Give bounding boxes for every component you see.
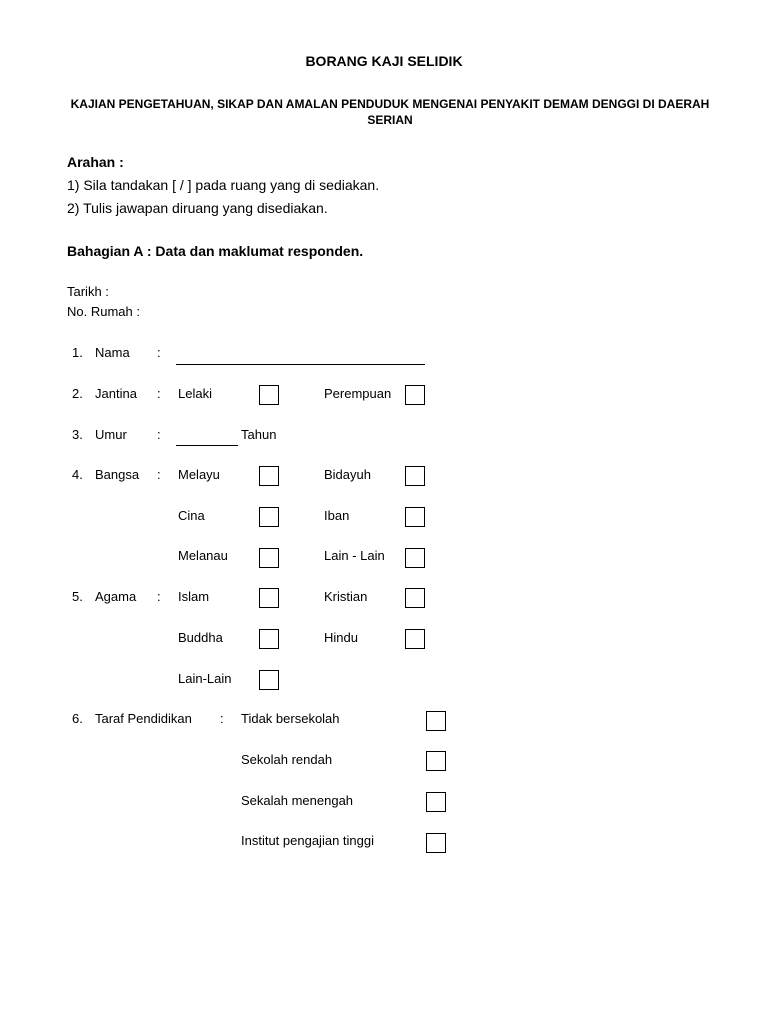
instructions-heading: Arahan :	[67, 154, 124, 170]
instruction-item-1: 1) Sila tandakan [ / ] pada ruang yang di sediakan.	[67, 177, 380, 193]
q6-colon: :	[220, 711, 224, 726]
race-option-bidayuh: Bidayuh	[324, 467, 371, 482]
q4-label: Bangsa	[95, 467, 140, 482]
checkbox-kristian[interactable]	[405, 588, 425, 608]
race-option-lain-lain: Lain - Lain	[324, 548, 385, 563]
q4-number: 4.	[72, 467, 83, 482]
education-option-sekolah-menengah: Sekalah menengah	[241, 793, 354, 808]
checkbox-bidayuh[interactable]	[405, 466, 425, 486]
form-subtitle: KAJIAN PENGETAHUAN, SIKAP DAN AMALAN PENDUDUK MENGENAI PENYAKIT DEMAM DENGGI DI DAERAH SERIAN	[70, 97, 710, 127]
q1-number: 1.	[72, 345, 83, 360]
q3-label: Umur	[95, 427, 127, 442]
date-label: Tarikh :	[67, 284, 109, 299]
q3-colon: :	[157, 427, 161, 442]
age-input-line[interactable]	[176, 445, 238, 446]
q5-colon: :	[157, 589, 161, 604]
q2-colon: :	[157, 386, 161, 401]
education-option-institut-pengajian-tinggi: Institut pengajian tinggi	[241, 833, 374, 848]
age-unit: Tahun	[241, 427, 277, 442]
house-number-label: No. Rumah :	[67, 304, 140, 319]
checkbox-race-lain-lain[interactable]	[405, 548, 425, 568]
checkbox-hindu[interactable]	[405, 629, 425, 649]
form-title: BORANG KAJI SELIDIK	[305, 53, 463, 69]
race-option-melanau: Melanau	[178, 548, 228, 563]
checkbox-sekolah-menengah[interactable]	[426, 792, 446, 812]
race-option-iban: Iban	[324, 508, 350, 523]
instruction-item-2: 2) Tulis jawapan diruang yang disediakan.	[67, 200, 328, 216]
checkbox-buddha[interactable]	[259, 629, 279, 649]
race-option-melayu: Melayu	[178, 467, 220, 482]
religion-option-lain-lain: Lain-Lain	[178, 671, 232, 686]
q5-number: 5.	[72, 589, 83, 604]
q6-number: 6.	[72, 711, 83, 726]
gender-option-lelaki: Lelaki	[178, 386, 212, 401]
checkbox-tidak-bersekolah[interactable]	[426, 711, 446, 731]
checkbox-institut-pengajian-tinggi[interactable]	[426, 833, 446, 853]
checkbox-perempuan[interactable]	[405, 385, 425, 405]
religion-option-kristian: Kristian	[324, 589, 368, 604]
gender-option-perempuan: Perempuan	[324, 386, 392, 401]
q3-number: 3.	[72, 427, 83, 442]
education-option-tidak-bersekolah: Tidak bersekolah	[241, 711, 340, 726]
checkbox-melanau[interactable]	[259, 548, 279, 568]
checkbox-lelaki[interactable]	[259, 385, 279, 405]
religion-option-islam: Islam	[178, 589, 210, 604]
name-input-line[interactable]	[176, 364, 425, 365]
q6-label: Taraf Pendidikan	[95, 711, 192, 726]
q5-label: Agama	[95, 589, 137, 604]
religion-option-hindu: Hindu	[324, 630, 358, 645]
checkbox-iban[interactable]	[405, 507, 425, 527]
q1-colon: :	[157, 345, 161, 360]
q2-number: 2.	[72, 386, 83, 401]
checkbox-melayu[interactable]	[259, 466, 279, 486]
checkbox-cina[interactable]	[259, 507, 279, 527]
checkbox-religion-lain-lain[interactable]	[259, 670, 279, 690]
q2-label: Jantina	[95, 386, 137, 401]
checkbox-sekolah-rendah[interactable]	[426, 751, 446, 771]
religion-option-buddha: Buddha	[178, 630, 223, 645]
education-option-sekolah-rendah: Sekolah rendah	[241, 752, 333, 767]
q1-label: Nama	[95, 345, 130, 360]
q4-colon: :	[157, 467, 161, 482]
section-a-heading: Bahagian A : Data dan maklumat responden.	[67, 243, 364, 259]
checkbox-islam[interactable]	[259, 588, 279, 608]
race-option-cina: Cina	[178, 508, 205, 523]
